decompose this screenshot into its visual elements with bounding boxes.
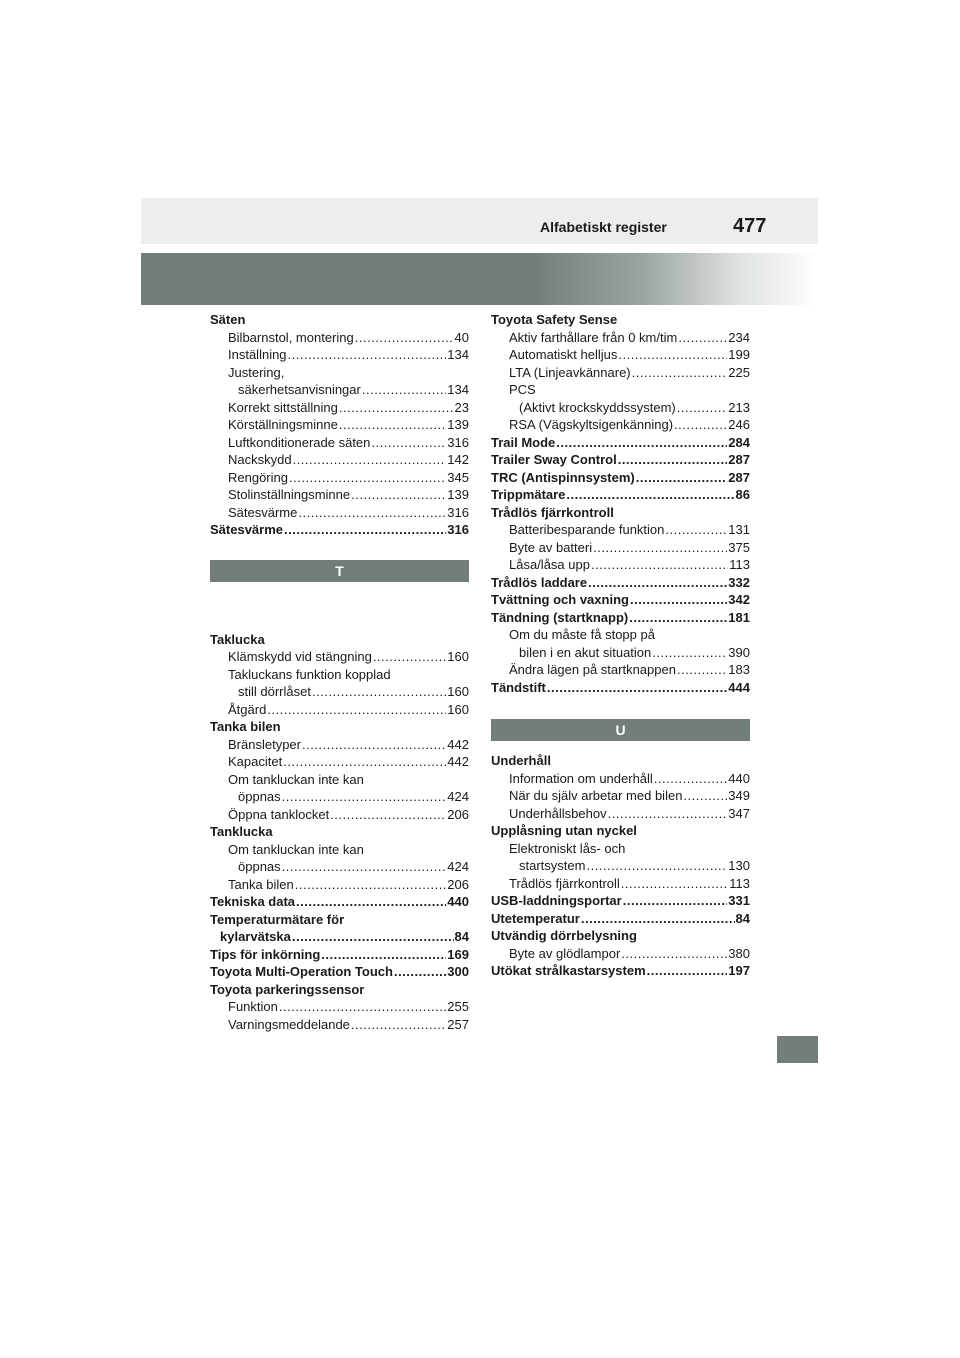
leader-dots (652, 644, 727, 662)
entry-page: 23 (454, 399, 469, 415)
index-entry (491, 346, 750, 364)
entry-page: 444 (728, 679, 750, 695)
entry-text: Information om underhåll (509, 770, 653, 786)
index-entry (491, 521, 750, 539)
entry-page: 257 (447, 1016, 469, 1032)
leader-dots (293, 451, 447, 469)
entry-text: (Aktivt krockskyddssystem) (519, 399, 676, 415)
section-heading-u: U (491, 719, 750, 741)
leader-dots (677, 399, 728, 417)
entry-page: 316 (447, 504, 469, 520)
index-entry (491, 945, 750, 963)
entry-text: Funktion (228, 999, 278, 1014)
leader-dots (630, 591, 727, 609)
leader-dots (312, 683, 446, 701)
entry-text: Åtgärd (228, 701, 267, 717)
entry-text: Elektroniskt lås- och (509, 840, 626, 856)
entry-text: Trailer Sway Control (491, 452, 617, 467)
index-entry (491, 364, 750, 382)
left-column (210, 311, 469, 1033)
leader-dots (351, 486, 446, 504)
leader-dots (556, 434, 727, 452)
index-entry (210, 311, 469, 329)
leader-dots (547, 679, 727, 697)
leader-dots (296, 893, 446, 911)
index-entry (491, 451, 750, 469)
index-entry (210, 858, 469, 876)
leader-dots (351, 1016, 446, 1034)
leader-dots (586, 857, 727, 875)
entry-page: 424 (447, 789, 469, 804)
entry-text: Sätesvärme (228, 504, 298, 520)
entry-page: 332 (728, 574, 750, 590)
entry-text: När du själv arbetar med bilen (509, 788, 683, 803)
leader-dots (298, 504, 446, 522)
leader-dots (566, 486, 734, 504)
entry-text: öppnas (238, 859, 281, 874)
index-entry (210, 434, 469, 452)
index-entry (210, 364, 469, 382)
entry-page: 375 (728, 539, 750, 555)
header-bar (141, 198, 818, 244)
index-entry (491, 787, 750, 805)
entry-text: Utökat strålkastarsystem (491, 963, 646, 978)
side-tab (777, 1036, 818, 1063)
entry-text: Tekniska data (210, 894, 296, 909)
index-entry (491, 927, 750, 945)
entry-text: TRC (Antispinnsystem) (491, 469, 635, 485)
entry-text: Automatiskt helljus (509, 347, 618, 362)
index-entry (210, 998, 469, 1016)
entry-text: Trippmätare (491, 487, 566, 502)
entry-text: Justering, (228, 364, 285, 380)
leader-dots (373, 648, 446, 666)
leader-dots (677, 661, 727, 679)
index-entry (491, 962, 750, 980)
leader-dots (629, 609, 727, 627)
leader-dots (674, 416, 727, 434)
index-entry (210, 946, 469, 964)
index-entry (491, 539, 750, 557)
entry-page: 316 (447, 434, 469, 450)
entry-text: Tändstift (491, 679, 546, 695)
index-entry (210, 893, 469, 911)
entry-text: Toyota parkeringssensor (210, 981, 365, 997)
entry-page: 206 (447, 806, 469, 822)
index-entry (491, 486, 750, 504)
entry-text: Nackskydd (228, 452, 292, 467)
entry-page: 255 (447, 999, 469, 1014)
index-entry (210, 963, 469, 981)
leader-dots (362, 381, 446, 399)
entry-text: PCS (509, 382, 536, 397)
leader-dots (608, 805, 728, 823)
index-entry (210, 1016, 469, 1034)
index-entry (210, 329, 469, 347)
entry-page: 380 (728, 945, 750, 961)
index-entry (491, 329, 750, 347)
entry-page: 139 (447, 417, 469, 432)
entry-page: 213 (728, 399, 750, 415)
leader-dots (678, 329, 727, 347)
entry-text: Toyota Safety Sense (491, 312, 618, 327)
index-entry (210, 841, 469, 859)
leader-dots (339, 399, 454, 417)
entry-page: 225 (728, 364, 750, 380)
index-entry (210, 451, 469, 469)
entry-text: Batteribesparande funktion (509, 522, 665, 537)
index-entry (491, 770, 750, 788)
leader-dots (288, 346, 447, 364)
entry-page: 442 (447, 754, 469, 769)
entry-text: Öppna tanklocket (228, 806, 330, 822)
entry-page: 440 (728, 770, 750, 786)
entry-page: 206 (447, 876, 469, 892)
entry-text: Luftkonditionerade säten (228, 434, 371, 450)
entry-text: Klämskydd vid stängning (228, 649, 372, 664)
index-entry (491, 574, 750, 592)
entry-page: 440 (447, 894, 469, 909)
leader-dots (623, 892, 728, 910)
entry-text: Ändra lägen på startknappen (509, 662, 676, 677)
entry-page: 169 (447, 946, 469, 962)
entry-text: RSA (Vägskyltsigenkänning) (509, 417, 674, 432)
entry-text: Byte av glödlampor (509, 945, 621, 961)
entry-text: Kapacitet (228, 754, 283, 769)
leader-dots (618, 451, 728, 469)
index-entry (491, 311, 750, 329)
index-entry (210, 981, 469, 999)
leader-dots (283, 753, 446, 771)
entry-text: Aktiv farthållare från 0 km/tim (509, 329, 678, 345)
entry-page: 199 (728, 347, 750, 362)
index-entry (491, 892, 750, 910)
entry-page: 342 (728, 592, 750, 607)
index-entry (210, 753, 469, 771)
leader-dots (654, 770, 727, 788)
entry-text: Om du måste få stopp på (509, 627, 655, 642)
entry-text: Sätesvärme (210, 522, 283, 537)
entry-text: Tips för inkörning (210, 946, 321, 962)
entry-text: Trail Mode (491, 434, 556, 450)
index-entry (491, 381, 750, 399)
entry-page: 130 (728, 858, 750, 873)
entry-page: 131 (728, 522, 750, 537)
entry-text: Trådlös laddare (491, 574, 588, 590)
index-entry (210, 718, 469, 736)
index-entry (210, 788, 469, 806)
index-entry (210, 399, 469, 417)
index-entry (210, 911, 469, 929)
leader-dots (292, 928, 454, 946)
entry-page: 113 (729, 875, 750, 891)
index-entry (210, 346, 469, 364)
entry-text: Utvändig dörrbelysning (491, 928, 637, 943)
entry-text: Tanka bilen (228, 876, 294, 892)
leader-dots (295, 876, 447, 894)
entry-text: Tanklucka (210, 824, 273, 839)
entry-text: still dörrlåset (238, 684, 311, 699)
header-banner (141, 253, 818, 305)
index-entry (210, 806, 469, 824)
entry-page: 234 (728, 329, 750, 345)
index-entry (210, 736, 469, 754)
index-entry (491, 661, 750, 679)
entry-page: 442 (447, 736, 469, 752)
entry-page: 142 (447, 452, 469, 467)
entry-page: 134 (447, 382, 469, 397)
leader-dots (588, 574, 727, 592)
index-entry (210, 823, 469, 841)
leader-dots (355, 329, 454, 347)
leader-dots (581, 910, 735, 928)
entry-page: 160 (447, 684, 469, 699)
index-entry (491, 840, 750, 858)
leader-dots (621, 945, 727, 963)
entry-text: startsystem (519, 858, 586, 873)
index-entry (491, 805, 750, 823)
entry-page: 424 (447, 859, 469, 874)
entry-text: Byte av batteri (509, 539, 593, 555)
index-entry (210, 648, 469, 666)
entry-text: Om tankluckan inte kan (228, 841, 364, 857)
entry-text: Upplåsning utan nyckel (491, 823, 637, 838)
index-entry (210, 416, 469, 434)
index-entry (491, 416, 750, 434)
leader-dots (683, 787, 727, 805)
leader-dots (647, 962, 728, 980)
leader-dots (621, 875, 728, 893)
entry-text: Trådlös fjärrkontroll (491, 504, 614, 520)
entry-text: Toyota Multi-Operation Touch (210, 964, 393, 979)
index-entry (491, 875, 750, 893)
index-entry (491, 822, 750, 840)
entry-text: bilen i en akut situation (519, 644, 652, 660)
index-entry (210, 771, 469, 789)
entry-text: Stolinställningsminne (228, 487, 351, 502)
index-entry (491, 857, 750, 875)
index-entry (210, 701, 469, 719)
entry-page: 160 (447, 649, 469, 664)
index-entry (491, 609, 750, 627)
entry-text: Temperaturmätare för (210, 911, 345, 927)
index-entry (491, 591, 750, 609)
leader-dots (321, 946, 446, 964)
index-entry (210, 504, 469, 522)
entry-page: 181 (728, 609, 750, 625)
leader-dots (632, 364, 728, 382)
entry-page: 160 (447, 701, 469, 717)
index-entry (210, 521, 469, 539)
entry-page: 390 (728, 644, 750, 660)
entry-page: 300 (447, 964, 469, 979)
leader-dots (394, 963, 446, 981)
entry-text: Inställning (228, 347, 287, 362)
entry-text: USB-laddningsportar (491, 893, 622, 908)
entry-page: 349 (728, 788, 750, 803)
entry-text: öppnas (238, 789, 281, 804)
entry-text: Tvättning och vaxning (491, 592, 629, 607)
entry-page: 197 (728, 963, 750, 978)
index-entry (491, 399, 750, 417)
entry-text: Takluckans funktion kopplad (228, 666, 391, 682)
leader-dots (593, 539, 727, 557)
leader-dots (289, 469, 446, 487)
index-entry (491, 679, 750, 697)
entry-text: Underhåll (491, 753, 551, 768)
entry-text: Korrekt sittställning (228, 399, 338, 415)
leader-dots (618, 346, 727, 364)
leader-dots (267, 701, 446, 719)
leader-dots (302, 736, 446, 754)
index-entry (491, 469, 750, 487)
entry-text: Trådlös fjärrkontroll (509, 875, 620, 891)
index-entry (210, 469, 469, 487)
index-entry (491, 626, 750, 644)
entry-page: 86 (735, 487, 750, 502)
section-heading-t: T (210, 560, 469, 582)
leader-dots (284, 521, 446, 539)
entry-page: 287 (728, 452, 750, 467)
leader-dots (591, 556, 728, 574)
right-entries-u (491, 752, 750, 980)
leader-dots (330, 806, 446, 824)
entry-text: Underhållsbehov (509, 805, 607, 821)
entry-text: Låsa/låsa upp (509, 557, 590, 572)
entry-text: Rengöring (228, 469, 288, 485)
entry-page: 134 (447, 347, 469, 362)
entry-text: Utetemperatur (491, 910, 580, 926)
entry-text: Säten (210, 312, 246, 327)
entry-text: Taklucka (210, 631, 265, 647)
entry-page: 284 (728, 434, 750, 450)
leader-dots (339, 416, 446, 434)
right-column (491, 311, 750, 980)
entry-text: Bränsletyper (228, 736, 301, 752)
leader-dots (371, 434, 446, 452)
entry-page: 316 (447, 522, 469, 537)
entry-text: Tanka bilen (210, 719, 281, 734)
leader-dots (636, 469, 728, 487)
index-entry (210, 928, 469, 946)
index-entry (210, 631, 469, 649)
entry-text: Tändning (startknapp) (491, 609, 629, 625)
entry-page: 84 (454, 929, 469, 944)
entry-text: Om tankluckan inte kan (228, 771, 364, 787)
index-entry (491, 644, 750, 662)
page-number: 477 (733, 215, 767, 237)
entry-page: 183 (728, 662, 750, 677)
entry-text: säkerhetsanvisningar (238, 382, 361, 397)
left-entries-s (210, 311, 469, 539)
index-entry (491, 752, 750, 770)
entry-page: 246 (728, 417, 750, 432)
index-entry (491, 504, 750, 522)
entry-page: 40 (454, 329, 469, 345)
index-entry (210, 666, 469, 684)
entry-page: 347 (728, 805, 750, 821)
entry-text: LTA (Linjeavkännare) (509, 364, 631, 380)
entry-page: 287 (728, 469, 750, 485)
right-entries-t (491, 311, 750, 696)
entry-text: Bilbarnstol, montering (228, 329, 354, 345)
leader-dots (665, 521, 727, 539)
leader-dots (279, 998, 446, 1016)
entry-page: 139 (447, 487, 469, 502)
index-entry (210, 683, 469, 701)
entry-page: 331 (728, 893, 750, 908)
index-entry (491, 556, 750, 574)
index-entry (491, 910, 750, 928)
leader-dots (282, 858, 447, 876)
index-entry (210, 486, 469, 504)
header-title: Alfabetiskt register (540, 219, 667, 235)
leader-dots (282, 788, 447, 806)
entry-page: 345 (447, 469, 469, 485)
entry-text: kylarvätska (220, 929, 291, 944)
index-entry (491, 434, 750, 452)
entry-page: 113 (729, 557, 750, 572)
index-entry (210, 381, 469, 399)
left-entries-t (210, 631, 469, 1034)
entry-text: Varningsmeddelande (228, 1016, 350, 1032)
index-entry (210, 876, 469, 894)
entry-text: Körställningsminne (228, 417, 338, 432)
entry-page: 84 (735, 910, 750, 926)
